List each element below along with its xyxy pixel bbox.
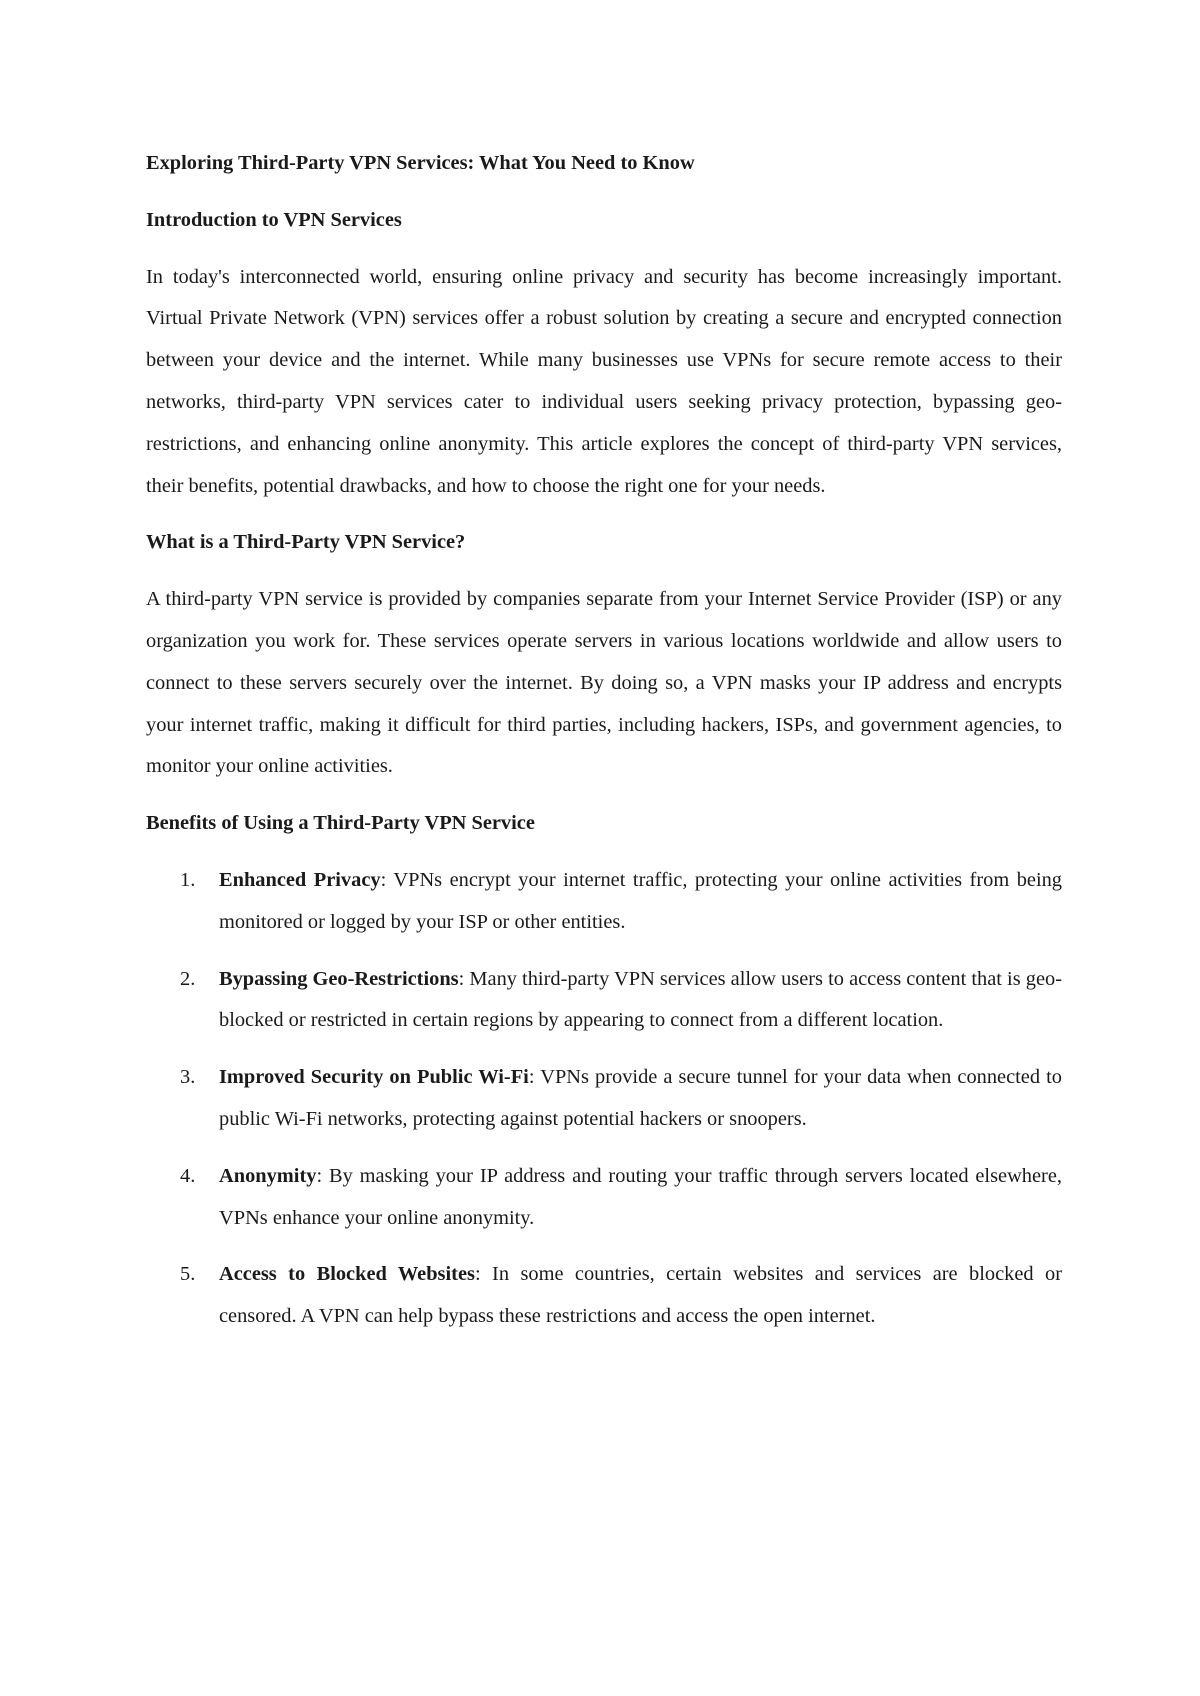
list-item-number: 5.: [180, 1263, 196, 1286]
list-item-term: Anonymity: [219, 1164, 317, 1187]
list-item-number: 3.: [180, 1066, 196, 1089]
benefits-list: [146, 860, 1062, 1338]
list-item-blocked-websites: [146, 1254, 1062, 1338]
heading-benefits: Benefits of Using a Third-Party VPN Service: [146, 812, 535, 835]
list-item-text: : By masking your IP address and routing your traffic through servers located elsewhere, VPNs enhance your online anonymity.: [219, 1164, 1062, 1229]
heading-what-is-vpn: What is a Third-Party VPN Service?: [146, 531, 466, 554]
paragraph-introduction: In today's interconnected world, ensuring online privacy and security has become increasingly important. Virtual Private Network (VPN) services offer a robust solution by creating a secure and encrypted connection between your device and the internet. While many businesses use VPNs for secure remote access to their networks, third-party VPN services cater to individual users seeking privacy protection, bypassing geo-restrictions, and enhancing online anonymity. This article explores the concept of third-party VPN services, their benefits, potential drawbacks, and how to choose the right one for your needs.: [146, 265, 1062, 497]
heading-introduction: Introduction to VPN Services: [146, 208, 402, 231]
list-item-anonymity: [146, 1156, 1062, 1240]
list-item-number: 1.: [180, 868, 196, 891]
document-title: Exploring Third-Party VPN Services: What You Need to Know: [146, 152, 695, 174]
list-item-text: : VPNs provide a secure tunnel for your data when connected to public Wi-Fi networks, protecting against potential hackers or snoopers.: [219, 1066, 1062, 1130]
list-item-text: : In some countries, certain websites and services are blocked or censored. A VPN can help bypass these restrictions and access the open internet.: [219, 1263, 1062, 1328]
list-item-term: Access to Blocked Websites: [219, 1263, 475, 1286]
document-content: [146, 143, 1062, 1338]
list-item-text: : Many third-party VPN services allow users to access content that is geo-blocked or restricted in certain regions by appearing to connect from a different location.: [219, 967, 1062, 1032]
list-item-number: 4.: [180, 1164, 196, 1187]
list-item-public-wifi: [146, 1057, 1062, 1141]
paragraph-what-is-vpn: A third-party VPN service is provided by companies separate from your Internet Service Provider (ISP) or any organization you work for. These services operate servers in various locations worldwide and allow users to connect to these servers securely over the internet. By doing so, a VPN masks your IP address and encrypts your internet traffic, making it difficult for third parties, including hackers, ISPs, and government agencies, to monitor your online activities.: [146, 588, 1062, 778]
list-item-text: : VPNs encrypt your internet traffic, protecting your online activities from being monitored or logged by your ISP or other entities.: [219, 868, 1062, 933]
list-item-geo-restrictions: [146, 959, 1062, 1043]
list-item-term: Bypassing Geo-Restrictions: [219, 967, 459, 990]
list-item-number: 2.: [180, 967, 196, 990]
list-item-enhanced-privacy: [146, 860, 1062, 944]
list-item-term: Improved Security on Public Wi-Fi: [219, 1066, 529, 1089]
list-item-term: Enhanced Privacy: [219, 868, 381, 891]
